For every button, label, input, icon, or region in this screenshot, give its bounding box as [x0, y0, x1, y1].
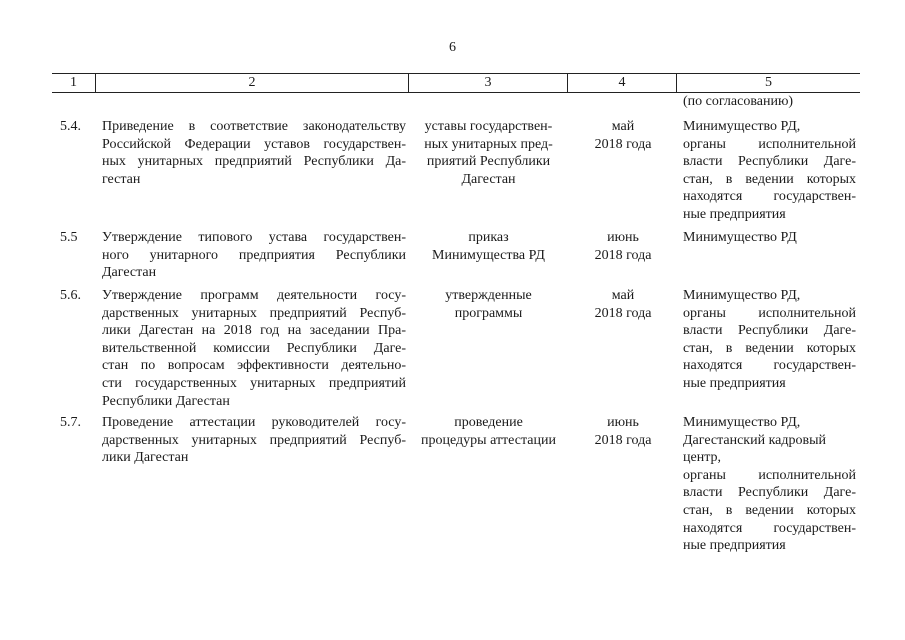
row-responsible: Минимущество РД, Дагестанский кадровый центр, органы исполнительной власти Республики Даге- стан, в ведении которых находятся государствен- ные предприятия	[683, 415, 856, 554]
row-number: 5.7.	[60, 415, 81, 430]
row-document: утвержденные программы	[445, 288, 532, 321]
header-col-5: 5	[765, 75, 772, 90]
row-document: уставы государствен- ных унитарных пред- приятий Республики Дагестан	[424, 119, 553, 187]
row-responsible: Минимущество РД	[683, 230, 797, 245]
table-header	[52, 73, 860, 93]
row-number: 5.6.	[60, 288, 81, 303]
header-col-2: 2	[248, 75, 256, 90]
header-col-3: 3	[484, 75, 492, 90]
row-responsible: Минимущество РД, органы исполнительной власти Республики Даге- стан, в ведении которых находятся государствен- ные предприятия	[683, 119, 856, 222]
page-number: 6	[449, 40, 456, 55]
row-deadline: май 2018 года	[594, 119, 652, 152]
row-document: проведение процедуры аттестации	[421, 415, 556, 448]
row-deadline: июнь 2018 года	[594, 415, 652, 448]
row-deadline: май 2018 года	[594, 288, 652, 321]
row-document: приказ Минимущества РД	[432, 230, 545, 263]
row-description: Утверждение типового устава государствен- ного унитарного предприятия Республики Дагестан	[102, 230, 406, 281]
header-col-4: 4	[618, 75, 626, 90]
row-responsible: Минимущество РД, органы исполнительной власти Республики Даге- стан, в ведении которых находятся государствен- ные предприятия	[683, 288, 856, 391]
row-description: Приведение в соответствие законодательству Российской Федерации уставов государствен- ных унитарных предприятий Республики Да- гестан	[102, 119, 406, 187]
row-description: Проведение аттестации руководителей госу- дарственных унитарных предприятий Респуб- лики Дагестан	[102, 415, 406, 466]
row-deadline: июнь 2018 года	[594, 230, 652, 263]
row-number: 5.4.	[60, 119, 81, 134]
continuation-text: (по согласованию)	[683, 94, 794, 109]
row-description: Утверждение программ деятельности госу- дарственных унитарных предприятий Респуб- лики Дагестан на 2018 год на заседании Пра- вительственной комиссии Республики Даге- стан по вопросам эффективности деятельно- сти государственных унитарных предприятий Республики Дагестан	[102, 288, 406, 409]
header-col-1: 1	[70, 75, 77, 90]
row-number: 5.5	[60, 230, 78, 245]
